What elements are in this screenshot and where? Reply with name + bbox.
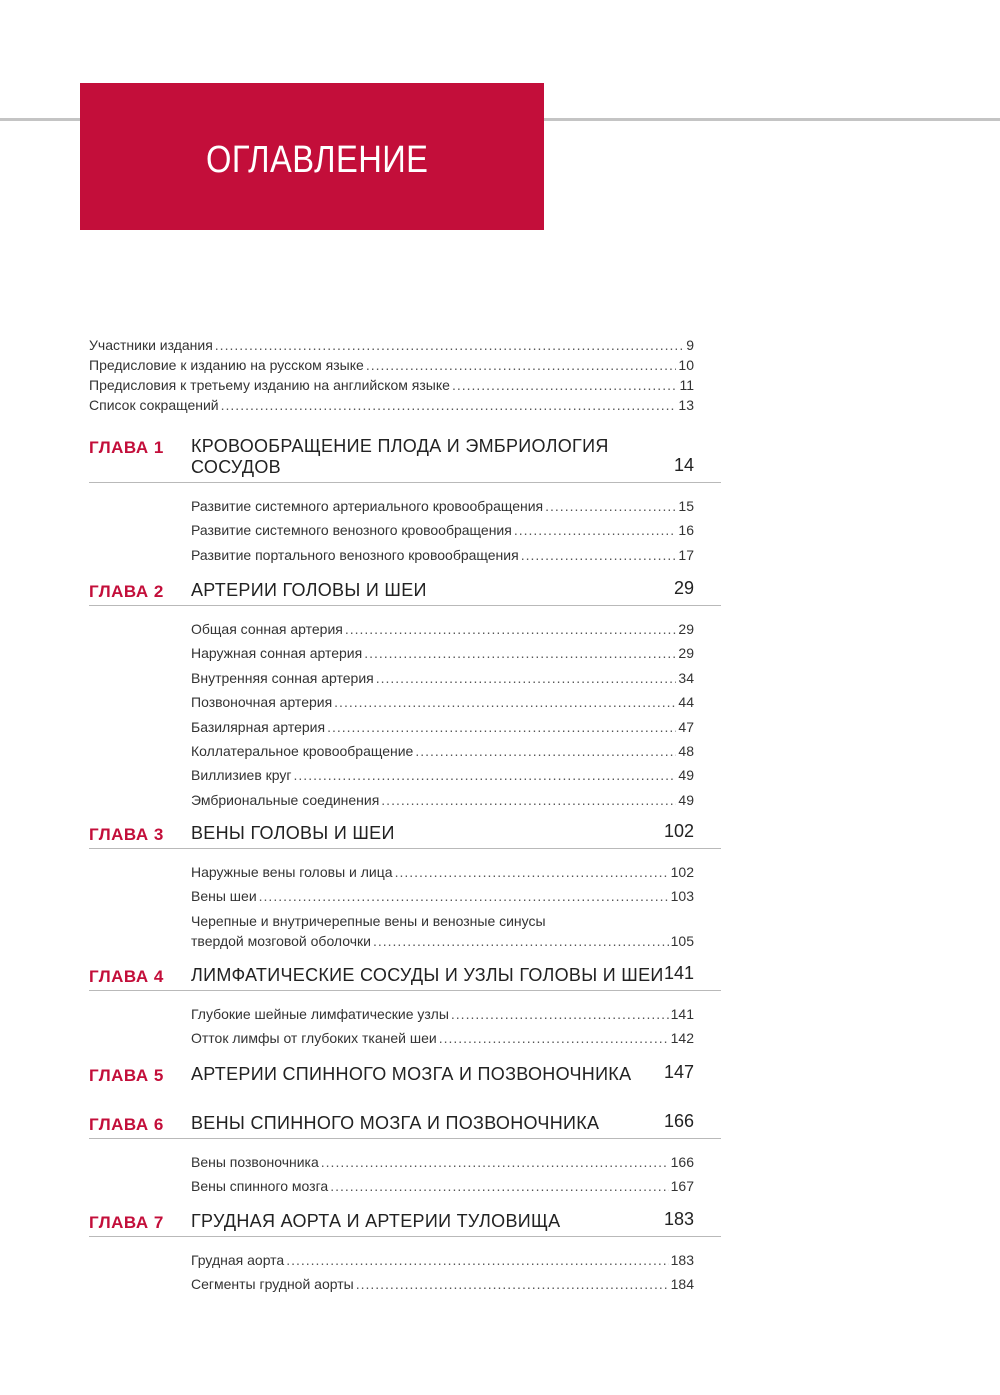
toc-entry-label: Наружные вены головы и лица — [191, 864, 393, 880]
toc-entry-page: 47 — [678, 718, 694, 735]
toc-entry-page: 48 — [678, 743, 694, 760]
toc-entry-page: 11 — [679, 377, 694, 393]
toc-entry-label: Наружная сонная артерия — [191, 645, 363, 662]
toc-entry[interactable] — [89, 375, 694, 395]
chapter-entries — [191, 991, 694, 1051]
toc-entry-page: 17 — [678, 546, 694, 563]
toc-entry-page: 10 — [678, 357, 694, 373]
leader-dots — [327, 715, 676, 739]
toc-entry[interactable] — [191, 518, 694, 542]
toc-entry-page: 29 — [678, 645, 694, 662]
toc-entry[interactable] — [89, 335, 694, 355]
toc-entry[interactable] — [89, 355, 694, 375]
toc-entry-label: Базилярная артерия — [191, 718, 326, 735]
chapter-title: АРТЕРИИ ГОЛОВЫ И ШЕИ — [191, 580, 427, 600]
toc-entry-label: Вены спинного мозга — [191, 1178, 329, 1195]
toc-entry-page: 184 — [670, 1276, 694, 1293]
leader-dots — [373, 931, 669, 951]
chapter-title: ГРУДНАЯ АОРТА И АРТЕРИИ ТУЛОВИЩА — [191, 1211, 561, 1231]
chapter-title: ВЕНЫ СПИННОГО МОЗГА И ПОЗВОНОЧНИКА — [191, 1113, 600, 1133]
toc-entry-page: 167 — [670, 1178, 694, 1195]
chapter-3 — [89, 823, 721, 951]
toc-entry-label: Эмбриональные соединения — [191, 791, 380, 808]
toc-entry-label: Отток лимфы от глубоких тканей шеи — [191, 1030, 437, 1047]
toc-entry[interactable] — [191, 1150, 694, 1174]
toc-entry[interactable] — [191, 1272, 694, 1296]
toc-entry-label: Развитие портального венозного кровообращения — [191, 546, 519, 563]
leader-dots — [381, 788, 676, 812]
toc-entry-label: Коллатеральное кровообращение — [191, 743, 414, 760]
toc-entry-page: 29 — [678, 621, 694, 637]
chapter-heading[interactable] — [89, 1211, 721, 1237]
toc-entry-page: 105 — [670, 932, 694, 949]
chapter-1 — [89, 436, 721, 567]
toc-entry-label: Сегменты грудной аорты — [191, 1276, 354, 1293]
toc-entry-page: 16 — [678, 522, 694, 539]
chapter-label: ГЛАВА 4 — [89, 967, 164, 986]
leader-dots — [545, 494, 676, 518]
chapter-title: ЛИМФАТИЧЕСКИЕ СОСУДЫ И УЗЛЫ ГОЛОВЫ И ШЕИ — [191, 965, 664, 985]
chapter-heading[interactable] — [89, 1064, 721, 1089]
toc-entry[interactable] — [191, 543, 694, 567]
leader-dots — [286, 1248, 668, 1272]
chapter-entries — [191, 1237, 694, 1297]
chapter-page: 102 — [663, 821, 694, 841]
chapter-title: КРОВООБРАЩЕНИЕ ПЛОДА И ЭМБРИОЛОГИЯ СОСУДОВ — [191, 436, 609, 477]
toc-entry-label: Общая сонная артерия — [191, 621, 343, 637]
toc-entry-page: 103 — [670, 888, 694, 905]
toc-entry[interactable] — [191, 739, 694, 763]
chapter-label: ГЛАВА 2 — [89, 582, 164, 601]
leader-dots — [364, 641, 676, 665]
chapter-entries — [191, 606, 694, 812]
toc-entry[interactable] — [191, 641, 694, 665]
chapter-heading[interactable] — [89, 965, 721, 991]
chapter-title: АРТЕРИИ СПИННОГО МОЗГА И ПОЗВОНОЧНИКА — [191, 1064, 632, 1084]
toc-entry[interactable] — [191, 1248, 694, 1272]
leader-dots — [366, 355, 677, 375]
toc-entry-label: Глубокие шейные лимфатические узлы — [191, 1006, 449, 1022]
chapter-label: ГЛАВА 5 — [89, 1066, 164, 1085]
toc-entry-page: 9 — [686, 337, 694, 353]
toc-entry[interactable] — [191, 1002, 694, 1026]
chapter-2 — [89, 580, 721, 812]
toc-entry-label: Вены шеи — [191, 888, 257, 905]
leader-dots — [334, 690, 676, 714]
toc-entry-label: Позвоночная артерия — [191, 694, 333, 711]
toc-entry[interactable] — [191, 1174, 694, 1198]
chapter-4 — [89, 965, 721, 1051]
chapter-page: 14 — [673, 455, 694, 475]
leader-dots — [215, 335, 684, 355]
toc-entry[interactable] — [191, 617, 694, 641]
toc-entry-label: Предисловия к третьему изданию на английском языке — [89, 377, 450, 393]
toc-entry[interactable] — [191, 763, 694, 787]
chapter-heading[interactable] — [89, 1113, 721, 1139]
toc-entry[interactable] — [191, 690, 694, 714]
chapter-page: 166 — [663, 1111, 694, 1131]
toc-entry-page: 141 — [670, 1006, 694, 1022]
page-title: ОГЛАВЛЕНИЕ — [206, 139, 429, 181]
toc-entry-page: 44 — [678, 694, 694, 711]
toc-entry[interactable] — [191, 860, 694, 884]
chapter-page: 183 — [663, 1209, 694, 1229]
leader-dots — [395, 860, 669, 884]
leader-dots — [321, 1150, 669, 1174]
chapter-heading[interactable] — [89, 580, 721, 606]
chapter-5 — [89, 1064, 721, 1089]
chapter-label: ГЛАВА 3 — [89, 825, 164, 844]
toc-entry-page: 49 — [678, 791, 694, 808]
chapter-label: ГЛАВА 1 — [89, 438, 164, 457]
toc-entry[interactable] — [191, 788, 694, 812]
toc-entry[interactable] — [191, 884, 694, 908]
toc-entry-page: 13 — [678, 397, 694, 413]
leader-dots — [439, 1026, 669, 1050]
leader-dots — [345, 617, 677, 641]
toc-entry-line2 — [191, 931, 694, 951]
chapter-entries — [191, 483, 694, 567]
leader-dots — [376, 666, 677, 690]
leader-dots — [294, 763, 677, 787]
chapter-label: ГЛАВА 6 — [89, 1115, 164, 1134]
chapter-page: 29 — [673, 578, 694, 598]
toc-entry[interactable] — [191, 1026, 694, 1050]
toc-entry-label: Виллизиев круг — [191, 767, 292, 784]
toc-entry-page: 102 — [670, 864, 694, 880]
leader-dots — [356, 1272, 669, 1296]
toc-entry-label: Грудная аорта — [191, 1252, 285, 1268]
toc-entry-label: Список сокращений — [89, 397, 219, 413]
toc-entry-label: Участники издания — [89, 337, 213, 353]
leader-dots — [452, 375, 678, 395]
toc-entry-page: 34 — [678, 669, 694, 686]
toc-entry-label: Развитие системного венозного кровообращения — [191, 522, 512, 539]
chapter-page: 147 — [663, 1062, 694, 1082]
chapter-entries — [191, 1139, 694, 1199]
toc-entry[interactable] — [191, 715, 694, 739]
leader-dots — [415, 739, 676, 763]
chapter-heading[interactable] — [89, 436, 721, 483]
chapter-label: ГЛАВА 7 — [89, 1213, 164, 1232]
toc-entry-label: Предисловие к изданию на русском языке — [89, 357, 364, 373]
toc-entry[interactable] — [191, 666, 694, 690]
toc-entry-label: Развитие системного артериального кровообращения — [191, 498, 544, 514]
toc-entry-label-line1: Черепные и внутричерепные вены и венозные синусы — [191, 912, 546, 929]
toc-entry-label: твердой мозговой оболочки — [191, 932, 371, 949]
chapter-6 — [89, 1113, 721, 1199]
front-matter-list — [89, 335, 694, 415]
chapter-page: 141 — [663, 963, 694, 983]
chapter-7 — [89, 1211, 721, 1297]
toc-entry[interactable] — [89, 395, 694, 415]
toc-entry-label: Внутренняя сонная артерия — [191, 669, 374, 686]
toc-entry-label: Вены позвоночника — [191, 1154, 319, 1170]
toc-entry-page: 183 — [670, 1252, 694, 1268]
chapter-heading[interactable] — [89, 823, 721, 849]
leader-dots — [514, 518, 677, 542]
toc-entry-page: 49 — [678, 767, 694, 784]
title-banner — [80, 83, 544, 230]
chapter-entries — [191, 849, 694, 951]
toc-entry-page: 142 — [670, 1030, 694, 1047]
leader-dots — [221, 395, 677, 415]
toc-entry[interactable] — [191, 494, 694, 518]
toc-entry-page: 15 — [678, 498, 694, 514]
chapter-title: ВЕНЫ ГОЛОВЫ И ШЕИ — [191, 823, 395, 843]
leader-dots — [451, 1002, 669, 1026]
leader-dots — [330, 1174, 668, 1198]
toc-entry-page: 166 — [670, 1154, 694, 1170]
leader-dots — [521, 543, 677, 567]
leader-dots — [259, 884, 669, 908]
toc-entry[interactable] — [191, 909, 694, 951]
